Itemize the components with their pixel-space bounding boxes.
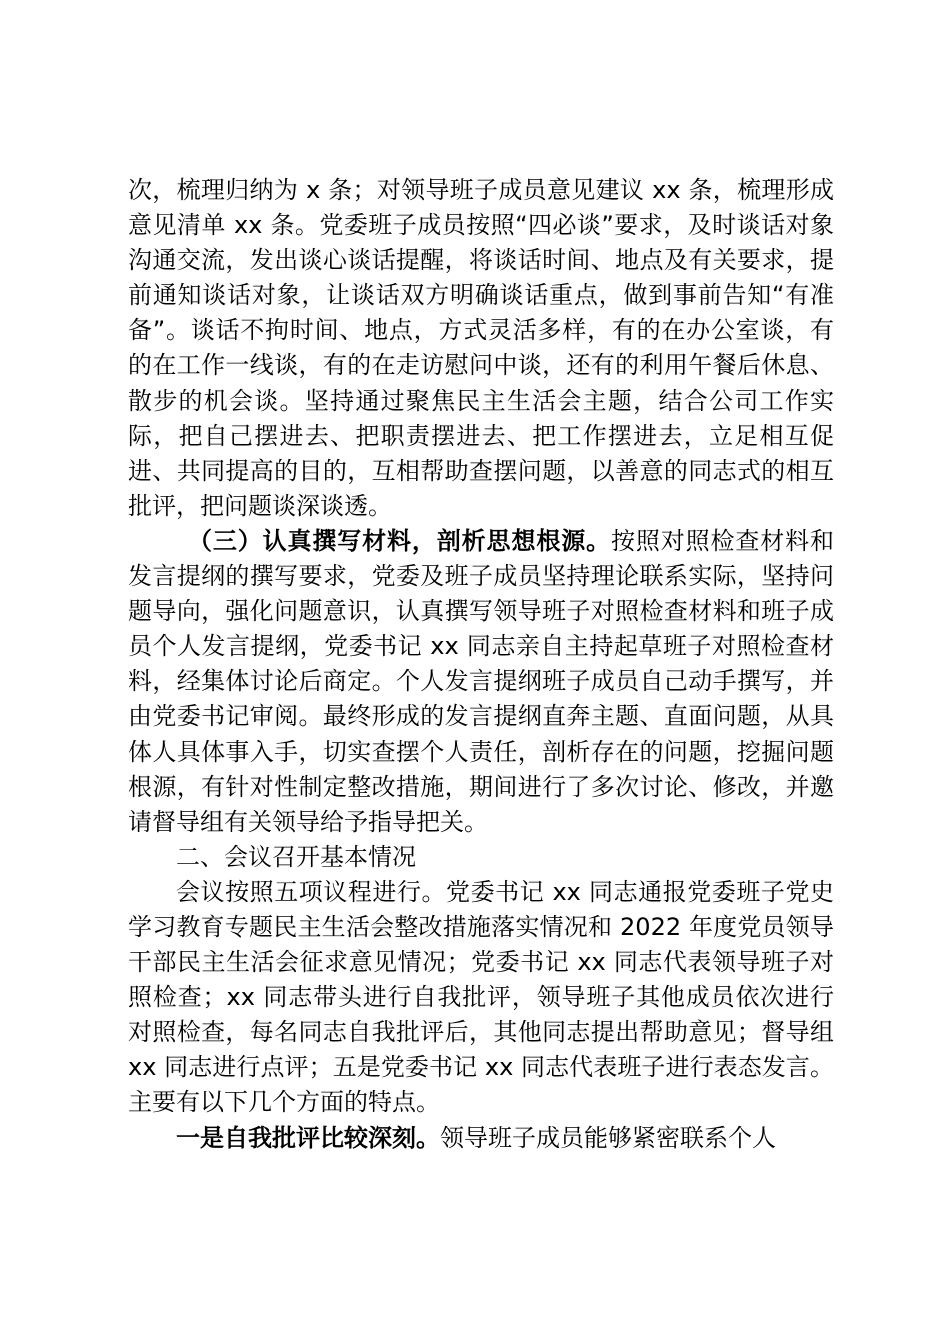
- section-heading: 二、会议召开基本情况: [176, 842, 416, 871]
- paragraph-body: 按照对照检查材料和发言提纲的撰写要求，党委及班子成员坚持理论联系实际，坚持问题导向，强化问题意识，认真撰写领导班子对照检查材料和班子成员个人发言提纲，党委书记 xx 同志亲自主持起草班子对照检查材料，经集体讨论后商定。个人发言提纲班子成员自己动手撰写，并由党委书记审阅。最终形成的发言提纲直奔主题、直面问题，从具体人具体事入手，切实查摆个人责任，剖析存在的问题，挖掘问题根源，有针对性制定整改措施，期间进行了多次讨论、修改，并邀请督导组有关领导给予指导把关。: [128, 526, 835, 836]
- paragraph-body: 领导班子成员能够紧密联系个人: [440, 1123, 776, 1152]
- subsection-heading: （三）认真撰写材料，剖析思想根源。: [188, 526, 611, 555]
- document-body: [128, 173, 834, 1156]
- point-heading: 一是自我批评比较深刻。: [176, 1123, 440, 1152]
- paragraph-meeting-agenda: 会议按照五项议程进行。党委书记 xx 同志通报党委班子党史学习教育专题民主生活会整改措施落实情况和 2022 年度党员领导干部民主生活会征求意见情况；党委书记 xx 同志代表领导班子对照检查；xx 同志带头进行自我批评，领导班子其他成员依次进行对照检查，每名同志自我批评后，其他同志提出帮助意见；督导组 xx 同志进行点评；五是党委书记 xx 同志代表班子进行表态发言。主要有以下几个方面的特点。: [128, 877, 834, 1117]
- paragraph-material-writing: [128, 524, 834, 840]
- paragraph-continuation: 次，梳理归纳为 x 条；对领导班子成员意见建议 xx 条，梳理形成意见清单 xx 条。党委班子成员按照“四必谈”要求，及时谈话对象沟通交流，发出谈心谈话提醒，将谈话时间、地点及有关要求，提前通知谈话对象，让谈话双方明确谈话重点，做到事前告知“有准备”。谈话不拘时间、地点，方式灵活多样，有的在办公室谈，有的在工作一线谈，有的在走访慰问中谈，还有的利用午餐后休息、散步的机会谈。坚持通过聚焦民主生活会主题，结合公司工作实际，把自己摆进去、把职责摆进去、把工作摆进去，立足相互促进、共同提高的目的，互相帮助查摆问题，以善意的同志式的相互批评，把问题谈深谈透。: [128, 176, 834, 520]
- paragraph-self-criticism: [128, 1121, 834, 1156]
